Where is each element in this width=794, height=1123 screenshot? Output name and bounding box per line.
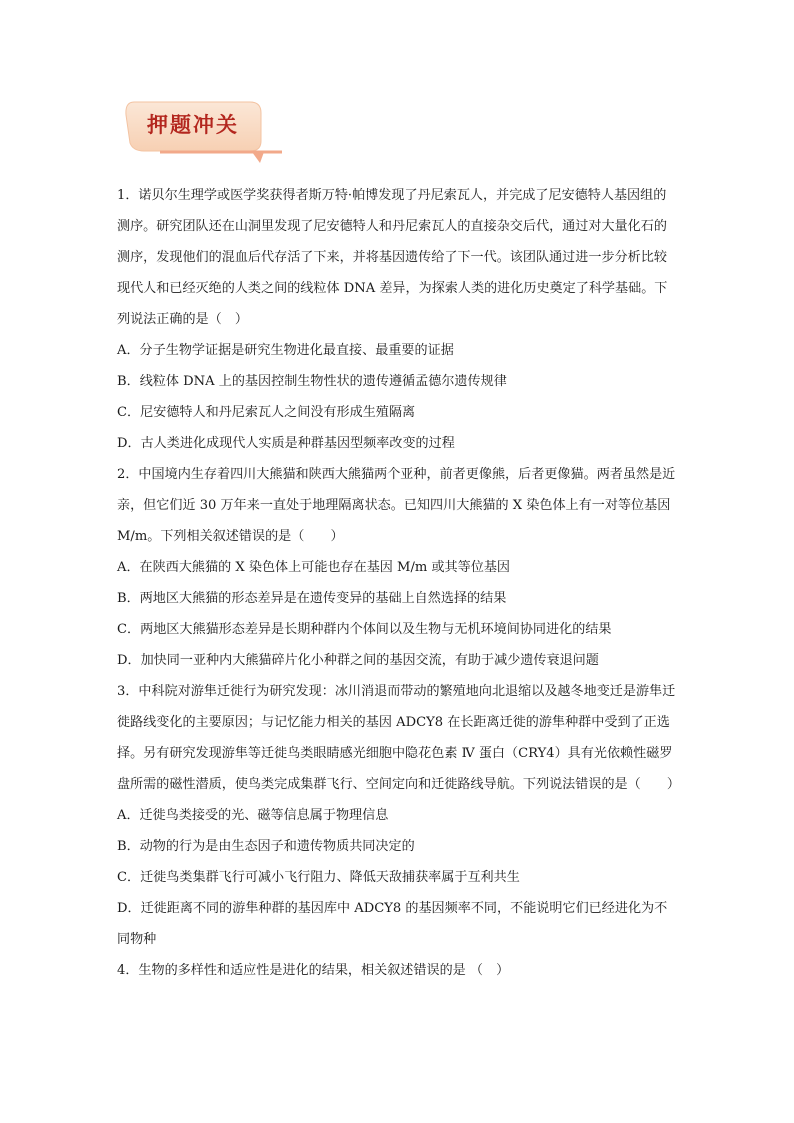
question-3-option-b: B．动物的行为是由生态因子和遗传物质共同决定的 [117,839,415,854]
section-title: 押题冲关 [147,113,239,137]
question-3-option-a: A．迁徙鸟类接受的光、磁等信息属于物理信息 [117,808,389,823]
question-3-option-d: D．迁徙距离不同的游隼种群的基因库中 ADCY8 的基因频率不同，不能说明它们已经进化为不同物种 [117,901,668,947]
question-1-option-a: A．分子生物学证据是研究生物进化最直接、最重要的证据 [117,343,454,358]
question-1-option-c: C．尼安德特人和丹尼索瓦人之间没有形成生殖隔离 [117,405,416,420]
question-1-option-b: B．线粒体 DNA 上的基因控制生物性状的遗传遵循孟德尔遗传规律 [117,374,507,389]
question-1-option-d: D．古人类进化成现代人实质是种群基因型频率改变的过程 [117,436,455,451]
question-1-stem: 1．诺贝尔生理学或医学奖获得者斯万特·帕博发现了丹尼索瓦人，并完成了尼安德特人基因组的测序。研究团队还在山洞里发现了尼安德特人和丹尼索瓦人的直接杂交后代，通过对大量化石的测序，发现他们的混血后代存活了下来，并将基因遗传给了下一代。该团队通过进一步分析比较现代人和已经灭绝的人类之间的线粒体 DNA 差异，为探索人类的进化历史奠定了科学基础。下列说法正确的是（ ） [117,188,668,327]
question-list [117,180,681,986]
question-2-option-b: B．两地区大熊猫的形态差异是在遗传变异的基础上自然选择的结果 [117,591,507,606]
question-2-option-d: D．加快同一亚种内大熊猫碎片化小种群之间的基因交流，有助于减少遗传衰退问题 [117,653,599,668]
question-2-option-c: C．两地区大熊猫形态差异是长期种群内个体间以及生物与无机环境间协同进化的结果 [117,622,612,637]
section-banner [124,101,283,167]
question-2-stem: 2．中国境内生存着四川大熊猫和陕西大熊猫两个亚种，前者更像熊，后者更像猫。两者虽然是近亲，但它们近 30 万年来一直处于地理隔离状态。已知四川大熊猫的 X 染色体上有一对等位基因 M/m。下列相关叙述错误的是（ ） [117,467,676,544]
question-4-stem: 4．生物的多样性和适应性是进化的结果，相关叙述错误的是 （ ） [117,963,510,978]
question-2-option-a: A．在陕西大熊猫的 X 染色体上可能也存在基因 M/m 或其等位基因 [117,560,511,575]
question-3-stem: 3．中科院对游隼迁徙行为研究发现：冰川消退而带动的繁殖地向北退缩以及越冬地变迁是游隼迁徙路线变化的主要原因；与记忆能力相关的基因 ADCY8 在长距离迁徙的游隼种群中受到了正选择。另有研究发现游隼等迁徙鸟类眼睛感光细胞中隐花色素 Ⅳ 蛋白（CRY4）具有光依赖性磁罗盘所需的磁性潜质，使鸟类完成集群飞行、空间定向和迁徙路线导航。下列说法错误的是（ ） [117,684,681,792]
question-3-option-c: C．迁徙鸟类集群飞行可减小飞行阻力、降低天敌捕获率属于互利共生 [117,870,520,885]
